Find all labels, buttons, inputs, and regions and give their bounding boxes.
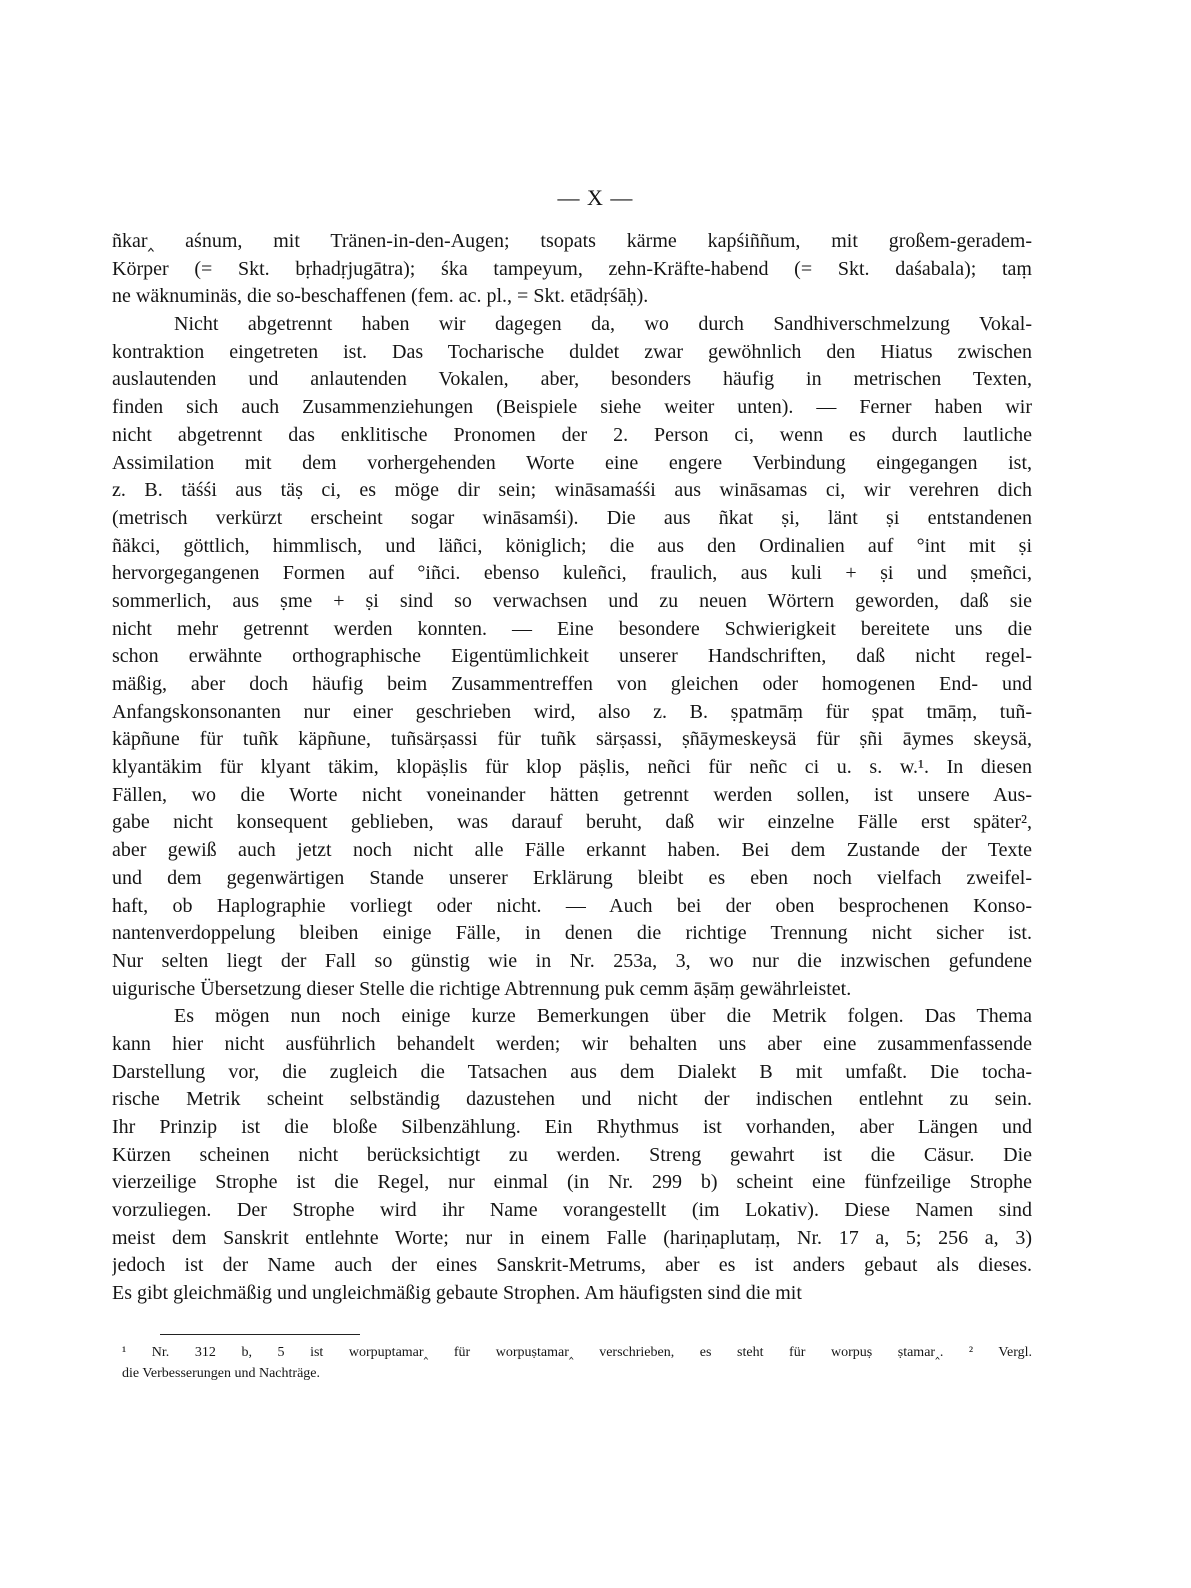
text-line: rische Metrik scheint selbständig dazustehen und nicht der indischen entlehnt zu sein.: [112, 1088, 1032, 1111]
text-line: Kürzen scheinen nicht berücksichtigt zu werden. Streng gewahrt ist die Cäsur. Die: [112, 1143, 1032, 1166]
text-line: haft, ob Haplographie vorliegt oder nicht. — Auch bei der oben besprochenen Konso-: [112, 894, 1032, 917]
page-number: — X —: [557, 185, 634, 210]
text-line: (metrisch verkürzt erscheint sogar wināsamśi). Die aus ñkat ṣi, länt ṣi entstandenen: [112, 506, 1032, 529]
text-line: auslautenden und anlautenden Vokalen, aber, besonders häufig in metrischen Texten,: [112, 368, 1032, 391]
text-line: schon erwähnte orthographische Eigentümlichkeit unserer Handschriften, daß nicht regel-: [112, 645, 1032, 668]
footnote-line: die Verbesserungen und Nachträge.: [122, 1366, 321, 1381]
text-line: meist dem Sanskrit entlehnte Worte; nur in einem Falle (hariṇaplutaṃ, Nr. 17 a, 5; 256 a, 3): [112, 1226, 1032, 1249]
text-line: Nur selten liegt der Fall so günstig wie in Nr. 253a, 3, wo nur die inzwischen gefundene: [112, 949, 1032, 972]
text-line: Assimilation mit dem vorhergehenden Worte eine engere Verbindung eingegangen ist,: [112, 451, 1032, 474]
text-line: Ihr Prinzip ist die bloße Silbenzählung. Ein Rhythmus ist vorhanden, aber Längen und: [112, 1116, 1032, 1138]
text-line: sommerlich, aus ṣme + ṣi sind so verwachsen und zu neuen Wörtern geworden, daß sie: [112, 589, 1032, 612]
text-line: kontraktion eingetreten ist. Das Tocharische duldet zwar gewöhnlich den Hiatus zwischen: [112, 340, 1032, 363]
text-line: nantenverdoppelung bleiben einige Fälle, in denen die richtige Trennung nicht sicher ist.: [112, 922, 1032, 945]
text-line: hervorgegangenen Formen auf °iñci. ebenso kuleñci, fraulich, aus kuli + ṣi und ṣmeñci,: [112, 562, 1032, 585]
text-line: nicht abgetrennt das enklitische Pronomen der 2. Person ci, wenn es durch lautliche: [112, 423, 1032, 446]
text-line: Es gibt gleichmäßig und ungleichmäßig gebaute Strophen. Am häufigsten sind die mit: [112, 1282, 802, 1305]
text-line: kann hier nicht ausführlich behandelt werden; wir behalten uns aber eine zusammenfassende: [112, 1032, 1032, 1055]
text-line: vierzeilige Strophe ist die Regel, nur einmal (in Nr. 299 b) scheint eine fünfzeilige Strophe: [112, 1171, 1032, 1194]
text-line: käpñune für tuñk käpñune, tuñsärṣassi für tuñk särṣassi, ṣñāymeskeysä für ṣñi āymes skeysä,: [112, 728, 1032, 751]
text-line: mäßig, aber doch häufig beim Zusammentreffen von gleichen oder homogenen End- und: [112, 673, 1032, 695]
text-line: Nicht abgetrennt haben wir dagegen da, wo durch Sandhiverschmelzung Vokal-: [174, 313, 1032, 336]
text-line: z. B. täśśi aus täṣ ci, es möge dir sein; wināsamaśśi aus wināsamas ci, wir verehren dich: [112, 479, 1032, 502]
text-line: und dem gegenwärtigen Stande unserer Erklärung bleibt es eben noch vielfach zweifel-: [112, 866, 1032, 889]
text-line: vorzuliegen. Der Strophe wird ihr Name vorangestellt (im Lokativ). Diese Namen sind: [112, 1199, 1032, 1222]
text-line: Körper (= Skt. bṛhadṛjugātra); śka tampeyum, zehn-Kräfte-habend (= Skt. daśabala); taṃ: [112, 257, 1032, 280]
text-line: ñkar‸ aśnum, mit Tränen-in-den-Augen; tsopats kärme kapśiññum, mit großem-geradem-: [112, 230, 1032, 252]
text-line: Fällen, wo die Worte nicht voneinander hätten getrennt werden sollen, ist unsere Aus-: [112, 783, 1032, 806]
footnote-line: ¹ Nr. 312 b, 5 ist worpuptamar‸ für worpuṣtamar‸ verschrieben, es steht für worpuṣ ṣtamar‸. ² Vergl.: [122, 1345, 1032, 1360]
text-line: klyantäkim für klyant täkim, klopäṣlis für klop päṣlis, neñci für neñc ci u. s. w.¹. In diesen: [112, 756, 1032, 779]
text-line: uigurische Übersetzung dieser Stelle die richtige Abtrennung puk cemm āṣāṃ gewährleistet.: [112, 977, 852, 1000]
text-line: Darstellung vor, die zugleich die Tatsachen aus dem Dialekt B mit umfaßt. Die tocha-: [112, 1060, 1032, 1083]
body-text: [112, 228, 1032, 1308]
text-line: ne wäknuminäs, die so-beschaffenen (fem. ac. pl., = Skt. etādṛśāḥ).: [112, 285, 649, 308]
text-line: Es mögen nun noch einige kurze Bemerkungen über die Metrik folgen. Das Thema: [174, 1005, 1032, 1028]
text-line: ñäkci, göttlich, himmlisch, und läñci, königlich; die aus den Ordinalien auf °int mit ṣi: [112, 534, 1032, 557]
text-line: finden sich auch Zusammenziehungen (Beispiele siehe weiter unten). — Ferner haben wir: [112, 396, 1032, 419]
footnotes: [122, 1342, 1032, 1384]
text-line: nicht mehr getrennt werden konnten. — Eine besondere Schwierigkeit bereitete uns die: [112, 617, 1032, 640]
text-line: jedoch ist der Name auch der eines Sanskrit-Metrums, aber es ist anders gebaut als dieses.: [112, 1254, 1032, 1277]
text-line: gabe nicht konsequent geblieben, was darauf beruht, daß wir einzelne Fälle erst später²,: [112, 811, 1032, 834]
text-line: aber gewiß auch jetzt noch nicht alle Fälle erkannt haben. Bei dem Zustande der Texte: [112, 839, 1032, 862]
text-line: Anfangskonsonanten nur einer geschrieben wird, also z. B. ṣpatmāṃ für ṣpat tmāṃ, tuñ-: [112, 700, 1032, 723]
footnote-divider: [160, 1334, 360, 1335]
